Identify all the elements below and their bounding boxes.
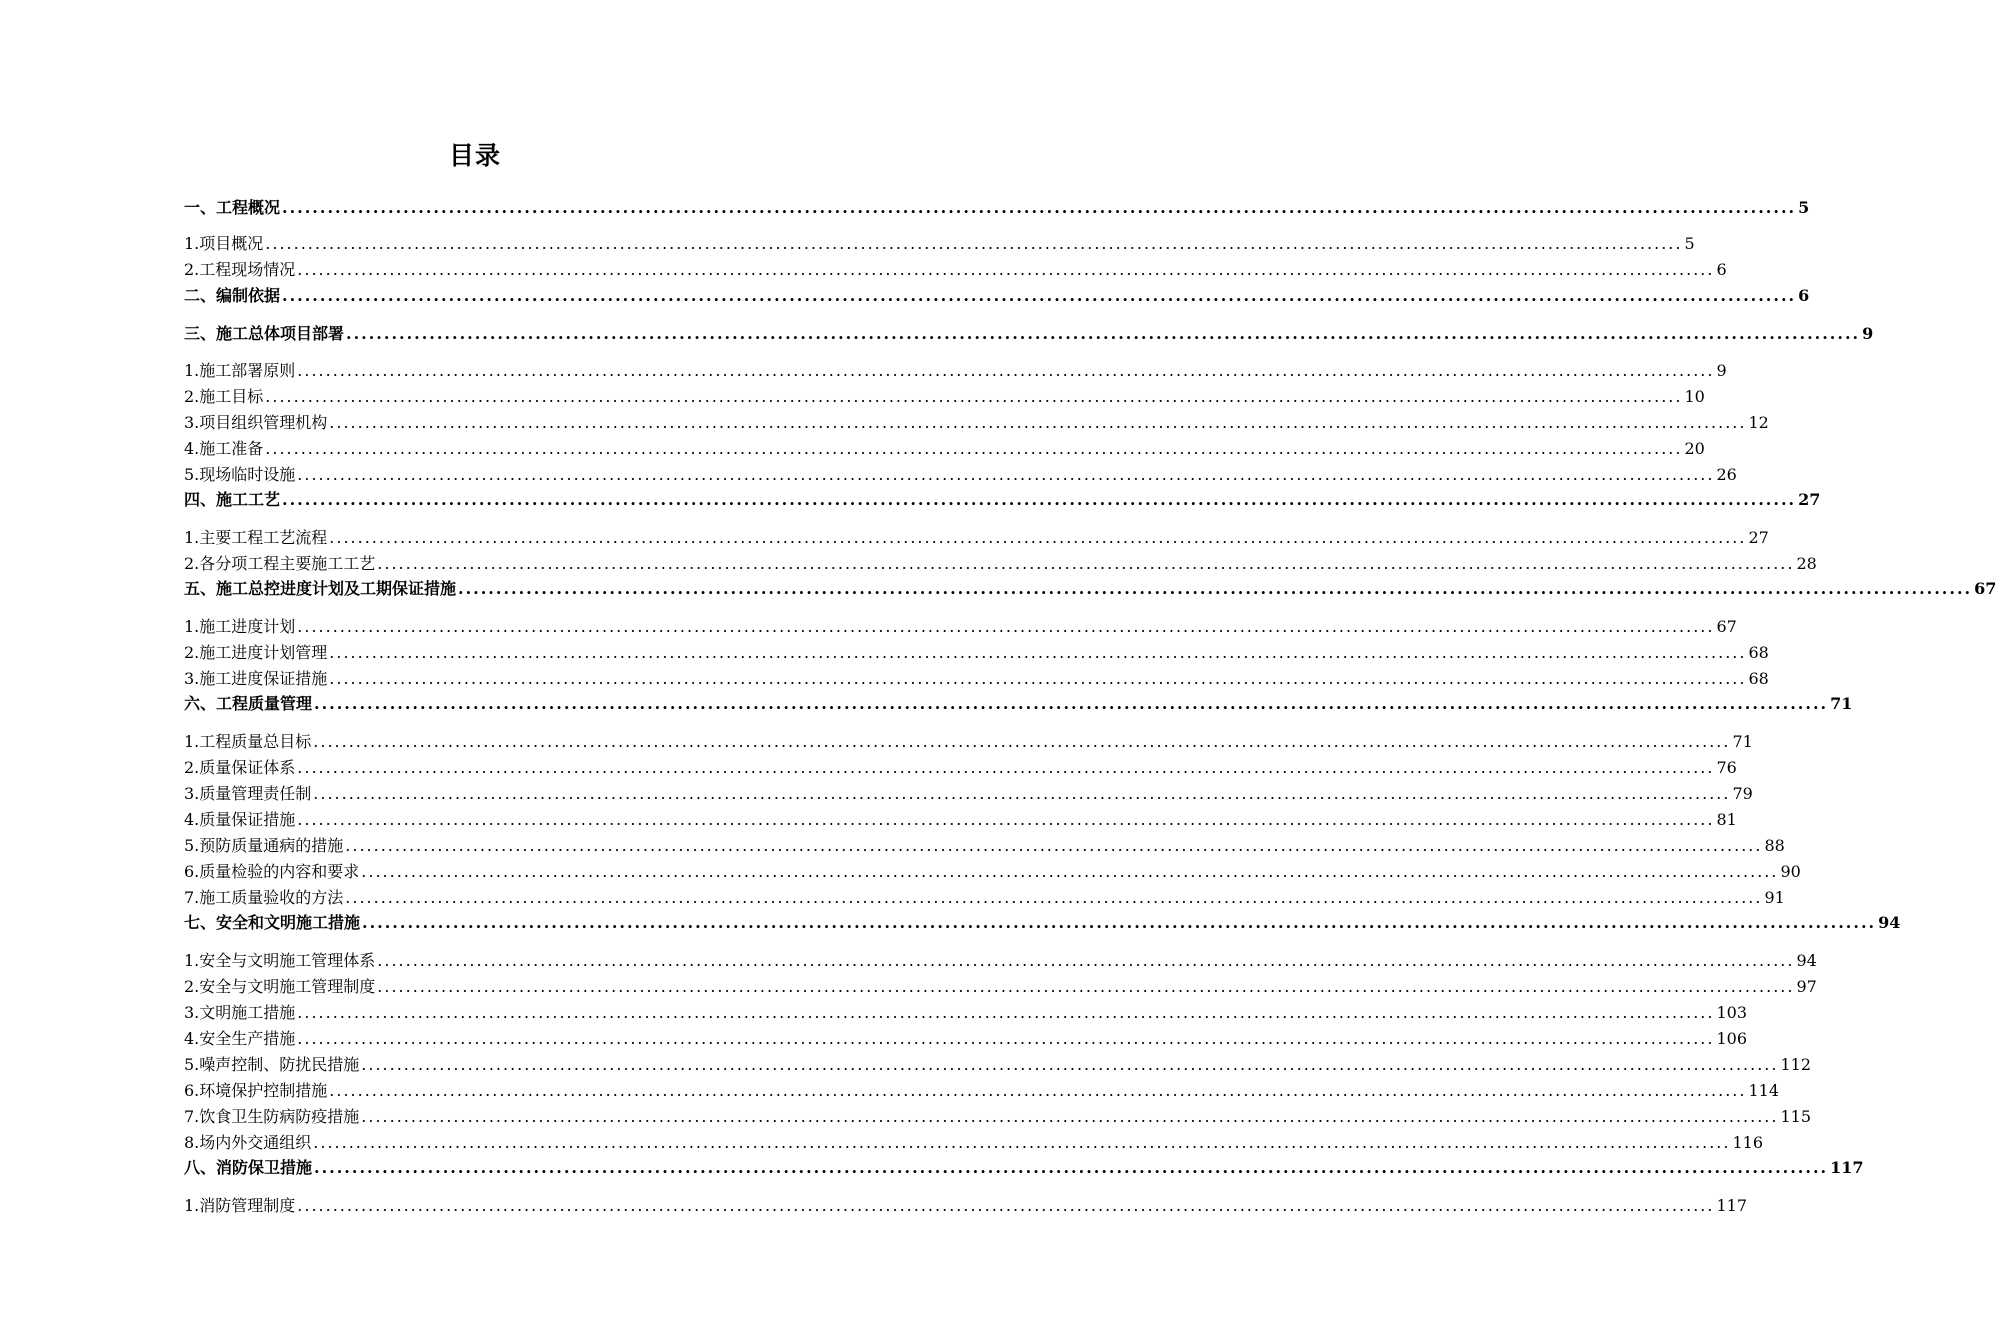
toc-entry[interactable]: [184, 579, 1996, 599]
toc-entry[interactable]: [184, 732, 1753, 752]
toc-page-number: 67: [1974, 579, 1996, 598]
toc-entry[interactable]: [184, 669, 1769, 689]
toc-page-number: 26: [1716, 465, 1737, 484]
toc-dot-leader: ........................................................................................................................................................................................................: [346, 324, 1861, 343]
toc-entry[interactable]: [184, 1055, 1812, 1075]
toc-entry[interactable]: [184, 643, 1769, 663]
toc-entry-label: 3.施工进度保证措施: [184, 669, 328, 688]
toc-entry[interactable]: [184, 324, 1874, 344]
toc-page-number: 68: [1748, 643, 1769, 662]
toc-dot-leader: ........................................................................................................................................................................................................: [361, 1107, 1779, 1126]
toc-page-number: 90: [1780, 862, 1801, 881]
toc-entry[interactable]: [184, 1133, 1764, 1153]
toc-dot-leader: ........................................................................................................................................................................................................: [361, 862, 1779, 881]
toc-dot-leader: ........................................................................................................................................................................................................: [314, 694, 1829, 713]
toc-dot-leader: ........................................................................................................................................................................................................: [329, 528, 1747, 547]
toc-entry-label: 2.施工目标: [184, 387, 264, 406]
toc-entry-label: 五、施工总控进度计划及工期保证措施: [184, 579, 457, 598]
toc-page-number: 94: [1878, 913, 1901, 932]
toc-dot-leader: ........................................................................................................................................................................................................: [297, 361, 1715, 380]
toc-entry-label: 二、编制依据: [184, 286, 281, 305]
toc-dot-leader: ........................................................................................................................................................................................................: [282, 198, 1797, 217]
toc-entry[interactable]: [184, 1081, 1780, 1101]
toc-entry-label: 6.环境保护控制措施: [184, 1081, 328, 1100]
toc-page-number: 71: [1830, 694, 1853, 713]
toc-entry-label: 1.安全与文明施工管理体系: [184, 951, 376, 970]
toc-entry-label: 7.施工质量验收的方法: [184, 888, 344, 907]
toc-entry[interactable]: [184, 1196, 1748, 1216]
toc-dot-leader: ........................................................................................................................................................................................................: [329, 1081, 1747, 1100]
toc-page-number: 27: [1748, 528, 1769, 547]
toc-entry-label: 4.施工准备: [184, 439, 264, 458]
toc-entry[interactable]: [184, 528, 1769, 548]
toc-entry[interactable]: [184, 862, 1801, 882]
toc-entry-label: 1.施工进度计划: [184, 617, 296, 636]
toc-entry-label: 1.主要工程工艺流程: [184, 528, 328, 547]
toc-dot-leader: ........................................................................................................................................................................................................: [361, 1055, 1779, 1074]
toc-page-number: 28: [1796, 554, 1817, 573]
toc-entry-label: 1.项目概况: [184, 234, 264, 253]
toc-entry-label: 一、工程概况: [184, 198, 281, 217]
toc-entry[interactable]: [184, 1003, 1748, 1023]
toc-dot-leader: ........................................................................................................................................................................................................: [297, 1196, 1715, 1215]
toc-entry[interactable]: [184, 465, 1737, 485]
toc-entry[interactable]: [184, 977, 1817, 997]
toc-dot-leader: ........................................................................................................................................................................................................: [329, 669, 1747, 688]
toc-dot-leader: ........................................................................................................................................................................................................: [329, 643, 1747, 662]
toc-entry[interactable]: [184, 951, 1817, 971]
toc-entry[interactable]: [184, 913, 1901, 933]
toc-dot-leader: ........................................................................................................................................................................................................: [282, 286, 1797, 305]
toc-entry[interactable]: [184, 836, 1785, 856]
toc-entry[interactable]: [184, 554, 1817, 574]
toc-page-number: 117: [1830, 1158, 1864, 1177]
toc-dot-leader: ........................................................................................................................................................................................................: [377, 951, 1795, 970]
toc-dot-leader: ........................................................................................................................................................................................................: [362, 913, 1877, 932]
toc-page-number: 10: [1684, 387, 1705, 406]
toc-entry[interactable]: [184, 361, 1727, 381]
toc-entry[interactable]: [184, 1029, 1748, 1049]
toc-entry[interactable]: [184, 694, 1853, 714]
toc-entry[interactable]: [184, 617, 1737, 637]
toc-entry[interactable]: [184, 413, 1769, 433]
toc-page-number: 68: [1748, 669, 1769, 688]
toc-entry[interactable]: [184, 1158, 1864, 1178]
toc-page-number: 117: [1716, 1196, 1748, 1215]
toc-dot-leader: ........................................................................................................................................................................................................: [297, 260, 1715, 279]
toc-entry-label: 3.质量管理责任制: [184, 784, 312, 803]
toc-page-number: 112: [1780, 1055, 1812, 1074]
toc-dot-leader: ........................................................................................................................................................................................................: [313, 732, 1731, 751]
toc-page-number: 76: [1716, 758, 1737, 777]
toc-entry-label: 8.场内外交通组织: [184, 1133, 312, 1152]
toc-page-number: 9: [1862, 324, 1874, 343]
toc-dot-leader: ........................................................................................................................................................................................................: [297, 810, 1715, 829]
toc-page-number: 115: [1780, 1107, 1812, 1126]
toc-entry-label: 4.质量保证措施: [184, 810, 296, 829]
toc-entry-label: 4.安全生产措施: [184, 1029, 296, 1048]
toc-entry[interactable]: [184, 758, 1737, 778]
toc-entry[interactable]: [184, 439, 1705, 459]
toc-dot-leader: ........................................................................................................................................................................................................: [313, 1133, 1731, 1152]
toc-dot-leader: ........................................................................................................................................................................................................: [313, 784, 1731, 803]
toc-entry-label: 2.质量保证体系: [184, 758, 296, 777]
toc-page-number: 9: [1716, 361, 1727, 380]
toc-page-number: 6: [1716, 260, 1727, 279]
toc-entry-label: 7.饮食卫生防病防疫措施: [184, 1107, 360, 1126]
toc-page-number: 91: [1764, 888, 1785, 907]
toc-dot-leader: ........................................................................................................................................................................................................: [458, 579, 1973, 598]
toc-entry[interactable]: [184, 888, 1785, 908]
toc-entry[interactable]: [184, 260, 1727, 280]
toc-page-number: 97: [1796, 977, 1817, 996]
toc-page-number: 5: [1798, 198, 1810, 217]
toc-dot-leader: ........................................................................................................................................................................................................: [265, 234, 1683, 253]
toc-entry-label: 2.各分项工程主要施工工艺: [184, 554, 376, 573]
toc-dot-leader: ........................................................................................................................................................................................................: [265, 387, 1683, 406]
toc-dot-leader: ........................................................................................................................................................................................................: [345, 888, 1763, 907]
toc-dot-leader: ........................................................................................................................................................................................................: [297, 1029, 1715, 1048]
toc-entry-label: 5.预防质量通病的措施: [184, 836, 344, 855]
toc-entry-label: 5.现场临时设施: [184, 465, 296, 484]
toc-dot-leader: ........................................................................................................................................................................................................: [265, 439, 1683, 458]
toc-entry-label: 5.噪声控制、防扰民措施: [184, 1055, 360, 1074]
toc-page-number: 12: [1748, 413, 1769, 432]
toc-entry[interactable]: [184, 286, 1810, 306]
toc-title: 目录: [448, 141, 501, 170]
toc-dot-leader: ........................................................................................................................................................................................................: [345, 836, 1763, 855]
toc-entry-label: 三、施工总体项目部署: [184, 324, 345, 343]
toc-entry-label: 1.消防管理制度: [184, 1196, 296, 1215]
toc-dot-leader: ........................................................................................................................................................................................................: [377, 554, 1795, 573]
toc-entry[interactable]: [184, 1107, 1812, 1127]
toc-dot-leader: ........................................................................................................................................................................................................: [297, 1003, 1715, 1022]
toc-entry-label: 七、安全和文明施工措施: [184, 913, 361, 932]
toc-entry-label: 1.工程质量总目标: [184, 732, 312, 751]
toc-entry[interactable]: [184, 198, 1810, 218]
toc-dot-leader: ........................................................................................................................................................................................................: [377, 977, 1795, 996]
toc-page-number: 27: [1798, 490, 1821, 509]
toc-page-number: 6: [1798, 286, 1810, 305]
toc-page-number: 5: [1684, 234, 1695, 253]
toc-page-number: 71: [1732, 732, 1753, 751]
toc-dot-leader: ........................................................................................................................................................................................................: [297, 465, 1715, 484]
toc-entry-label: 2.安全与文明施工管理制度: [184, 977, 376, 996]
toc-page-number: 79: [1732, 784, 1753, 803]
toc-entry[interactable]: [184, 490, 1821, 510]
toc-entry[interactable]: [184, 784, 1753, 804]
toc-entry-label: 四、施工工艺: [184, 490, 281, 509]
toc-dot-leader: ........................................................................................................................................................................................................: [314, 1158, 1829, 1177]
toc-entry[interactable]: [184, 387, 1705, 407]
toc-page-number: 94: [1796, 951, 1817, 970]
toc-entry-label: 2.施工进度计划管理: [184, 643, 328, 662]
toc-page-number: 106: [1716, 1029, 1748, 1048]
toc-entry-label: 2.工程现场情况: [184, 260, 296, 279]
toc-dot-leader: ........................................................................................................................................................................................................: [297, 758, 1715, 777]
toc-page-number: 114: [1748, 1081, 1780, 1100]
toc-entry-label: 1.施工部署原则: [184, 361, 296, 380]
toc-page-number: 67: [1716, 617, 1737, 636]
toc-entry[interactable]: [184, 234, 1695, 254]
toc-page-number: 88: [1764, 836, 1785, 855]
toc-dot-leader: ........................................................................................................................................................................................................: [282, 490, 1797, 509]
toc-dot-leader: ........................................................................................................................................................................................................: [329, 413, 1747, 432]
toc-page-number: 81: [1716, 810, 1737, 829]
toc-entry-label: 3.项目组织管理机构: [184, 413, 328, 432]
toc-page-number: 20: [1684, 439, 1705, 458]
toc-entry-label: 八、消防保卫措施: [184, 1158, 313, 1177]
toc-dot-leader: ........................................................................................................................................................................................................: [297, 617, 1715, 636]
toc-page-number: 103: [1716, 1003, 1748, 1022]
toc-entry-label: 6.质量检验的内容和要求: [184, 862, 360, 881]
toc-entry-label: 3.文明施工措施: [184, 1003, 296, 1022]
toc-entry-label: 六、工程质量管理: [184, 694, 313, 713]
toc-entry[interactable]: [184, 810, 1737, 830]
toc-page-number: 116: [1732, 1133, 1764, 1152]
